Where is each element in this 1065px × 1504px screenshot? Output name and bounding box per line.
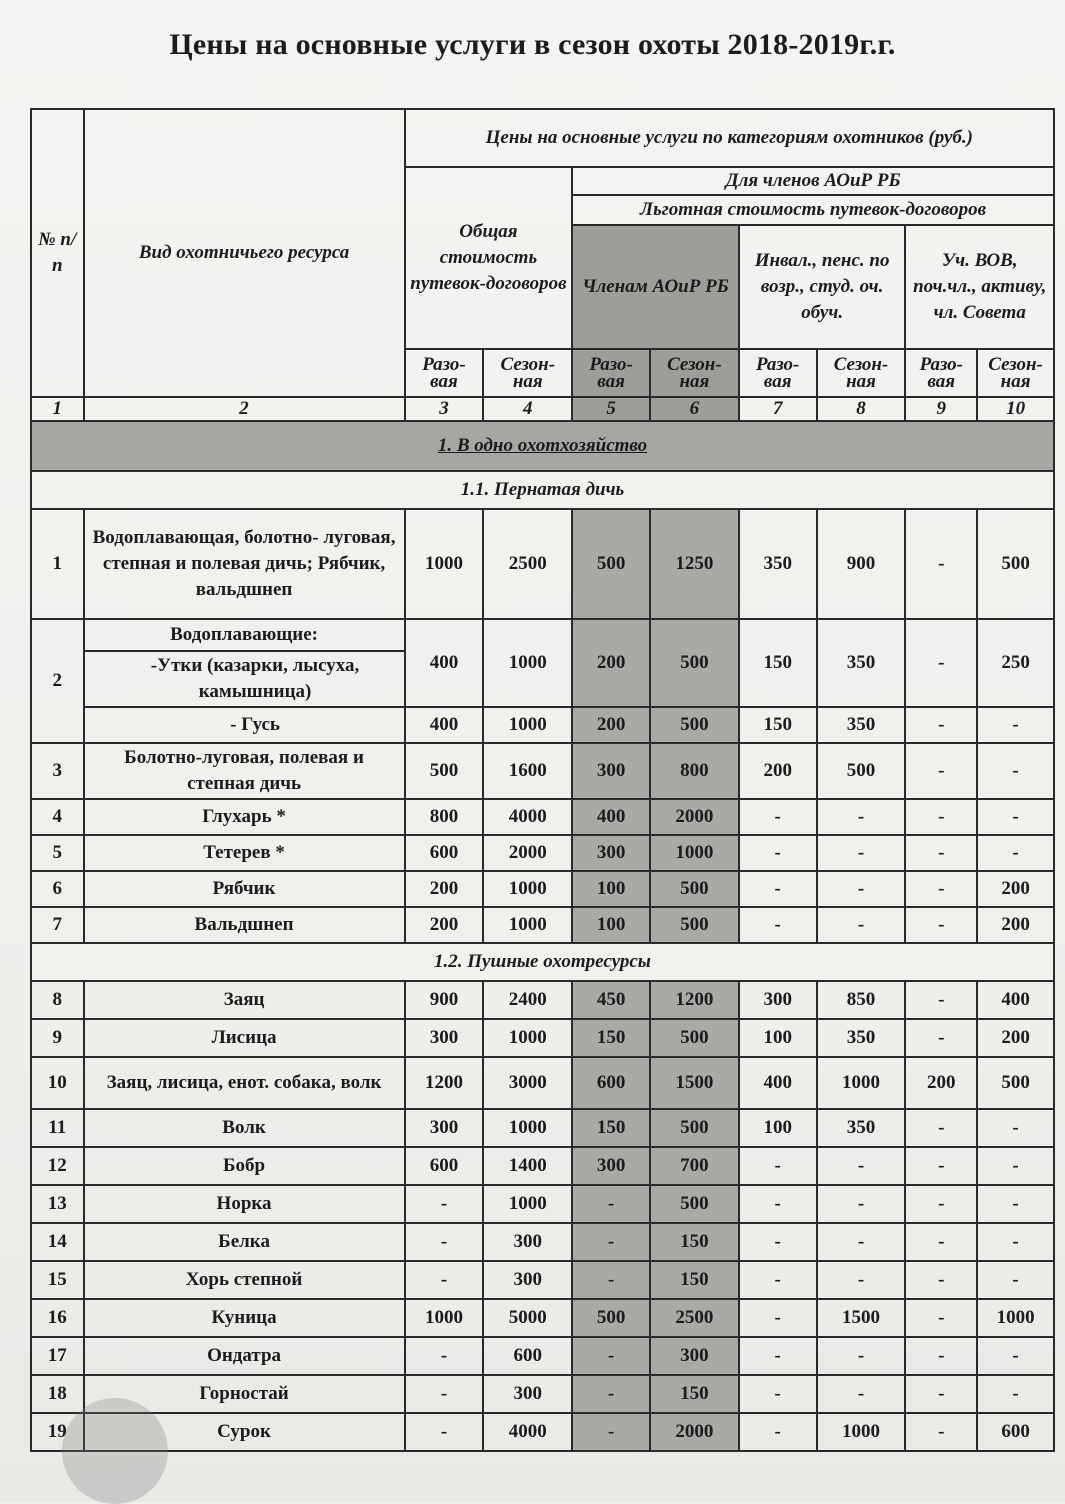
price-cell: 800 xyxy=(650,743,739,799)
price-cell: 1000 xyxy=(483,1185,572,1223)
row-index: 18 xyxy=(31,1375,84,1413)
price-cell: 300 xyxy=(405,1019,484,1057)
section-title: 1. В одно охотхозяйство xyxy=(31,421,1054,471)
resource-name: Водоплавающие: xyxy=(84,619,405,651)
price-cell: 150 xyxy=(572,1019,650,1057)
price-cell: - xyxy=(977,1337,1054,1375)
price-cell: 2500 xyxy=(483,509,572,619)
price-cell: 800 xyxy=(405,799,484,835)
price-cell: - xyxy=(905,707,977,743)
table-row xyxy=(31,871,1054,907)
price-cell: 200 xyxy=(572,707,650,743)
price-cell: 1000 xyxy=(483,871,572,907)
column-number-10: 10 xyxy=(977,397,1054,421)
price-cell: - xyxy=(405,1413,484,1451)
price-cell: - xyxy=(817,1375,906,1413)
price-cell: 1250 xyxy=(650,509,739,619)
price-cell: - xyxy=(977,1261,1054,1299)
price-cell: 450 xyxy=(572,981,650,1019)
price-cell: - xyxy=(572,1261,650,1299)
price-cell: 100 xyxy=(572,871,650,907)
price-cell: 3000 xyxy=(483,1057,572,1109)
table-row xyxy=(31,1223,1054,1261)
price-cell: - xyxy=(739,871,817,907)
table-row xyxy=(31,1261,1054,1299)
price-cell: 1000 xyxy=(405,1299,484,1337)
price-cell: - xyxy=(905,509,977,619)
price-cell: 4000 xyxy=(483,1413,572,1451)
price-cell: 300 xyxy=(405,1109,484,1147)
column-number-5: 5 xyxy=(572,397,650,421)
row-index: 4 xyxy=(31,799,84,835)
price-cell: 900 xyxy=(817,509,906,619)
column-number-9: 9 xyxy=(905,397,977,421)
table-row xyxy=(31,907,1054,943)
price-cell: 300 xyxy=(572,1147,650,1185)
resource-name: Белка xyxy=(84,1223,405,1261)
price-cell: - xyxy=(977,835,1054,871)
resource-name: Рябчик xyxy=(84,871,405,907)
table-row xyxy=(31,743,1054,799)
price-cell: 200 xyxy=(572,619,650,707)
price-cell: - xyxy=(905,871,977,907)
table-row xyxy=(31,509,1054,619)
price-cell: 600 xyxy=(977,1413,1054,1451)
header-veterans: Уч. ВОВ, поч.чл., активу, чл. Совета xyxy=(905,225,1054,349)
price-cell: - xyxy=(817,871,906,907)
price-cell: 600 xyxy=(483,1337,572,1375)
header-members-group: Для членов АОиР РБ xyxy=(572,167,1054,195)
price-cell: 1400 xyxy=(483,1147,572,1185)
price-cell: 150 xyxy=(739,619,817,707)
price-cell: 500 xyxy=(572,509,650,619)
price-cell: 300 xyxy=(483,1261,572,1299)
price-cell: - xyxy=(905,1223,977,1261)
row-index: 7 xyxy=(31,907,84,943)
price-cell: - xyxy=(739,1185,817,1223)
header-col-number: № п/п xyxy=(31,109,84,397)
table-row xyxy=(31,1185,1054,1223)
row-index: 2 xyxy=(31,619,84,743)
price-cell: 350 xyxy=(817,1019,906,1057)
price-cell: - xyxy=(905,619,977,707)
resource-name: Заяц, лисица, енот. собака, волк xyxy=(84,1057,405,1109)
price-cell: 500 xyxy=(650,1019,739,1057)
resource-name: Тетерев * xyxy=(84,835,405,871)
row-index: 8 xyxy=(31,981,84,1019)
price-cell: - xyxy=(572,1337,650,1375)
price-cell: - xyxy=(905,1109,977,1147)
price-cell: 1600 xyxy=(483,743,572,799)
row-index: 5 xyxy=(31,835,84,871)
price-cell: - xyxy=(405,1375,484,1413)
table-row xyxy=(31,1413,1054,1451)
resource-name: Волк xyxy=(84,1109,405,1147)
resource-name: Сурок xyxy=(84,1413,405,1451)
resource-name: Горностай xyxy=(84,1375,405,1413)
header-prices-caption: Цены на основные услуги по категориям охотников (руб.) xyxy=(405,109,1054,167)
price-cell: 1000 xyxy=(483,1109,572,1147)
table-row xyxy=(31,1147,1054,1185)
price-cell: 5000 xyxy=(483,1299,572,1337)
price-cell: 600 xyxy=(405,1147,484,1185)
column-number-4: 4 xyxy=(483,397,572,421)
table-row xyxy=(31,707,1054,743)
price-cell: - xyxy=(739,1337,817,1375)
price-cell: 150 xyxy=(650,1375,739,1413)
price-cell: 350 xyxy=(817,619,906,707)
price-cell: - xyxy=(905,1375,977,1413)
price-cell: - xyxy=(405,1223,484,1261)
resource-name: Вальдшнеп xyxy=(84,907,405,943)
row-index: 16 xyxy=(31,1299,84,1337)
price-cell: 2400 xyxy=(483,981,572,1019)
price-cell: 300 xyxy=(572,743,650,799)
column-number-8: 8 xyxy=(817,397,906,421)
price-cell: 350 xyxy=(817,707,906,743)
table-row xyxy=(31,619,1054,651)
header-season-8: Сезон-ная xyxy=(817,349,906,397)
price-cell: 150 xyxy=(739,707,817,743)
price-cell: - xyxy=(905,907,977,943)
price-cell: - xyxy=(905,1147,977,1185)
price-cell: 150 xyxy=(572,1109,650,1147)
price-cell: - xyxy=(405,1261,484,1299)
stamp-overlay xyxy=(62,1398,168,1504)
price-cell: - xyxy=(405,1185,484,1223)
price-cell: 1000 xyxy=(977,1299,1054,1337)
column-number-7: 7 xyxy=(739,397,817,421)
price-cell: 300 xyxy=(572,835,650,871)
row-index: 9 xyxy=(31,1019,84,1057)
price-cell: - xyxy=(817,1261,906,1299)
price-cell: 900 xyxy=(405,981,484,1019)
resource-subname: -Утки (казарки, лысуха, камышница) xyxy=(84,651,405,707)
price-cell: 400 xyxy=(572,799,650,835)
column-number-3: 3 xyxy=(405,397,484,421)
price-cell: - xyxy=(977,799,1054,835)
price-cell: 1000 xyxy=(817,1413,906,1451)
price-cell: 350 xyxy=(739,509,817,619)
price-cell: - xyxy=(739,799,817,835)
price-cell: - xyxy=(572,1223,650,1261)
price-cell: 2000 xyxy=(650,1413,739,1451)
column-number-6: 6 xyxy=(650,397,739,421)
price-cell: - xyxy=(905,1185,977,1223)
price-table xyxy=(30,108,1055,1452)
price-cell: 100 xyxy=(739,1109,817,1147)
resource-name: Ондатра xyxy=(84,1337,405,1375)
price-cell: - xyxy=(739,1147,817,1185)
price-cell: 200 xyxy=(905,1057,977,1109)
resource-name: Заяц xyxy=(84,981,405,1019)
price-cell: 500 xyxy=(650,619,739,707)
resource-name: Глухарь * xyxy=(84,799,405,835)
price-cell: 500 xyxy=(817,743,906,799)
price-cell: - xyxy=(739,835,817,871)
price-cell: - xyxy=(977,1109,1054,1147)
price-cell: 500 xyxy=(572,1299,650,1337)
row-index: 13 xyxy=(31,1185,84,1223)
price-cell: 400 xyxy=(405,707,484,743)
price-cell: 1000 xyxy=(650,835,739,871)
price-cell: 1000 xyxy=(483,1019,572,1057)
price-cell: 500 xyxy=(650,1109,739,1147)
price-cell: - xyxy=(905,981,977,1019)
price-cell: 300 xyxy=(739,981,817,1019)
header-season-4: Сезон-ная xyxy=(483,349,572,397)
table-row xyxy=(31,799,1054,835)
row-index: 15 xyxy=(31,1261,84,1299)
header-single-7: Разо-вая xyxy=(739,349,817,397)
price-cell: 300 xyxy=(650,1337,739,1375)
price-cell: - xyxy=(405,1337,484,1375)
price-cell: 850 xyxy=(817,981,906,1019)
subsection-birds: 1.1. Пернатая дичь xyxy=(31,471,1054,509)
row-index: 17 xyxy=(31,1337,84,1375)
price-cell: - xyxy=(572,1375,650,1413)
price-cell: - xyxy=(739,907,817,943)
price-cell: 200 xyxy=(977,871,1054,907)
price-cell: - xyxy=(905,799,977,835)
resource-name: Бобр xyxy=(84,1147,405,1185)
price-cell: 300 xyxy=(483,1375,572,1413)
price-cell: 1500 xyxy=(817,1299,906,1337)
price-cell: 500 xyxy=(405,743,484,799)
header-season-10: Сезон-ная xyxy=(977,349,1054,397)
price-cell: - xyxy=(905,1413,977,1451)
header-col-resource: Вид охотничьего ресурса xyxy=(84,109,405,397)
price-cell: 350 xyxy=(817,1109,906,1147)
price-cell: - xyxy=(739,1223,817,1261)
price-cell: - xyxy=(817,907,906,943)
header-season-6: Сезон-ная xyxy=(650,349,739,397)
price-cell: 600 xyxy=(405,835,484,871)
row-index: 3 xyxy=(31,743,84,799)
resource-name: Болотно-луговая, полевая и степная дичь xyxy=(84,743,405,799)
price-cell: - xyxy=(905,743,977,799)
price-cell: - xyxy=(817,1147,906,1185)
resource-name: Лисица xyxy=(84,1019,405,1057)
price-cell: - xyxy=(977,1147,1054,1185)
price-cell: 1200 xyxy=(650,981,739,1019)
price-cell: - xyxy=(977,743,1054,799)
price-cell: 100 xyxy=(572,907,650,943)
price-cell: 500 xyxy=(650,1185,739,1223)
header-general-cost: Общая стоимость путевок-договоров xyxy=(405,167,573,349)
price-cell: - xyxy=(905,1299,977,1337)
price-cell: 150 xyxy=(650,1223,739,1261)
price-cell: - xyxy=(739,1413,817,1451)
price-cell: - xyxy=(739,1261,817,1299)
price-cell: - xyxy=(572,1185,650,1223)
table-row xyxy=(31,1057,1054,1109)
row-index: 6 xyxy=(31,871,84,907)
subsection-fur: 1.2. Пушные охотресурсы xyxy=(31,943,1054,981)
table-row xyxy=(31,1375,1054,1413)
price-cell: 400 xyxy=(977,981,1054,1019)
row-index: 1 xyxy=(31,509,84,619)
price-cell: 200 xyxy=(977,1019,1054,1057)
price-cell: 500 xyxy=(977,1057,1054,1109)
price-cell: 500 xyxy=(650,907,739,943)
header-discount-group: Льготная стоимость путевок-договоров xyxy=(572,195,1054,225)
price-cell: - xyxy=(977,1185,1054,1223)
price-cell: 200 xyxy=(405,907,484,943)
price-cell: 1500 xyxy=(650,1057,739,1109)
price-cell: - xyxy=(905,1261,977,1299)
price-cell: - xyxy=(817,799,906,835)
price-cell: 400 xyxy=(405,619,484,707)
table-row xyxy=(31,1299,1054,1337)
row-index: 11 xyxy=(31,1109,84,1147)
header-single-3: Разо-вая xyxy=(405,349,484,397)
header-single-9: Разо-вая xyxy=(905,349,977,397)
resource-name: Норка xyxy=(84,1185,405,1223)
table-row xyxy=(31,981,1054,1019)
price-cell: 2000 xyxy=(650,799,739,835)
header-members: Членам АОиР РБ xyxy=(572,225,739,349)
price-cell: - xyxy=(905,1337,977,1375)
row-index: 14 xyxy=(31,1223,84,1261)
price-cell: - xyxy=(817,1337,906,1375)
price-cell: 300 xyxy=(483,1223,572,1261)
price-cell: 200 xyxy=(405,871,484,907)
row-index: 19 xyxy=(31,1413,84,1451)
table-row xyxy=(31,1019,1054,1057)
price-cell: 600 xyxy=(572,1057,650,1109)
price-cell: - xyxy=(739,1299,817,1337)
price-cell: 1000 xyxy=(483,619,572,707)
price-cell: 500 xyxy=(977,509,1054,619)
price-cell: - xyxy=(817,835,906,871)
table-row xyxy=(31,1109,1054,1147)
price-cell: 4000 xyxy=(483,799,572,835)
column-number-2: 2 xyxy=(84,397,405,421)
row-index: 12 xyxy=(31,1147,84,1185)
price-cell: 400 xyxy=(739,1057,817,1109)
price-cell: - xyxy=(817,1185,906,1223)
price-cell: - xyxy=(977,707,1054,743)
row-index: 10 xyxy=(31,1057,84,1109)
resource-name: Хорь степной xyxy=(84,1261,405,1299)
price-cell: 100 xyxy=(739,1019,817,1057)
price-cell: 1200 xyxy=(405,1057,484,1109)
price-cell: - xyxy=(817,1223,906,1261)
price-cell: 2000 xyxy=(483,835,572,871)
resource-name: Куница xyxy=(84,1299,405,1337)
price-cell: 500 xyxy=(650,707,739,743)
price-cell: - xyxy=(739,1375,817,1413)
price-cell: - xyxy=(977,1375,1054,1413)
price-cell: 1000 xyxy=(817,1057,906,1109)
price-cell: 500 xyxy=(650,871,739,907)
price-cell: 700 xyxy=(650,1147,739,1185)
table-row xyxy=(31,1337,1054,1375)
price-cell: 1000 xyxy=(405,509,484,619)
column-number-1: 1 xyxy=(31,397,84,421)
price-cell: - xyxy=(977,1223,1054,1261)
price-cell: 1000 xyxy=(483,707,572,743)
price-cell: 1000 xyxy=(483,907,572,943)
header-single-5: Разо-вая xyxy=(572,349,650,397)
price-cell: - xyxy=(905,835,977,871)
page-title: Цены на основные услуги в сезон охоты 2018-2019г.г. xyxy=(169,28,896,61)
price-cell: 150 xyxy=(650,1261,739,1299)
table-row xyxy=(31,835,1054,871)
price-cell: 250 xyxy=(977,619,1054,707)
price-cell: - xyxy=(572,1413,650,1451)
resource-subname: - Гусь xyxy=(84,707,405,743)
price-cell: 200 xyxy=(977,907,1054,943)
price-cell: - xyxy=(905,1019,977,1057)
resource-name: Водоплавающая, болотно- луговая, степная и полевая дичь; Рябчик, вальдшнеп xyxy=(84,509,405,619)
header-invalids: Инвал., пенс. по возр., студ. оч. обуч. xyxy=(739,225,906,349)
price-cell: 2500 xyxy=(650,1299,739,1337)
price-cell: 200 xyxy=(739,743,817,799)
